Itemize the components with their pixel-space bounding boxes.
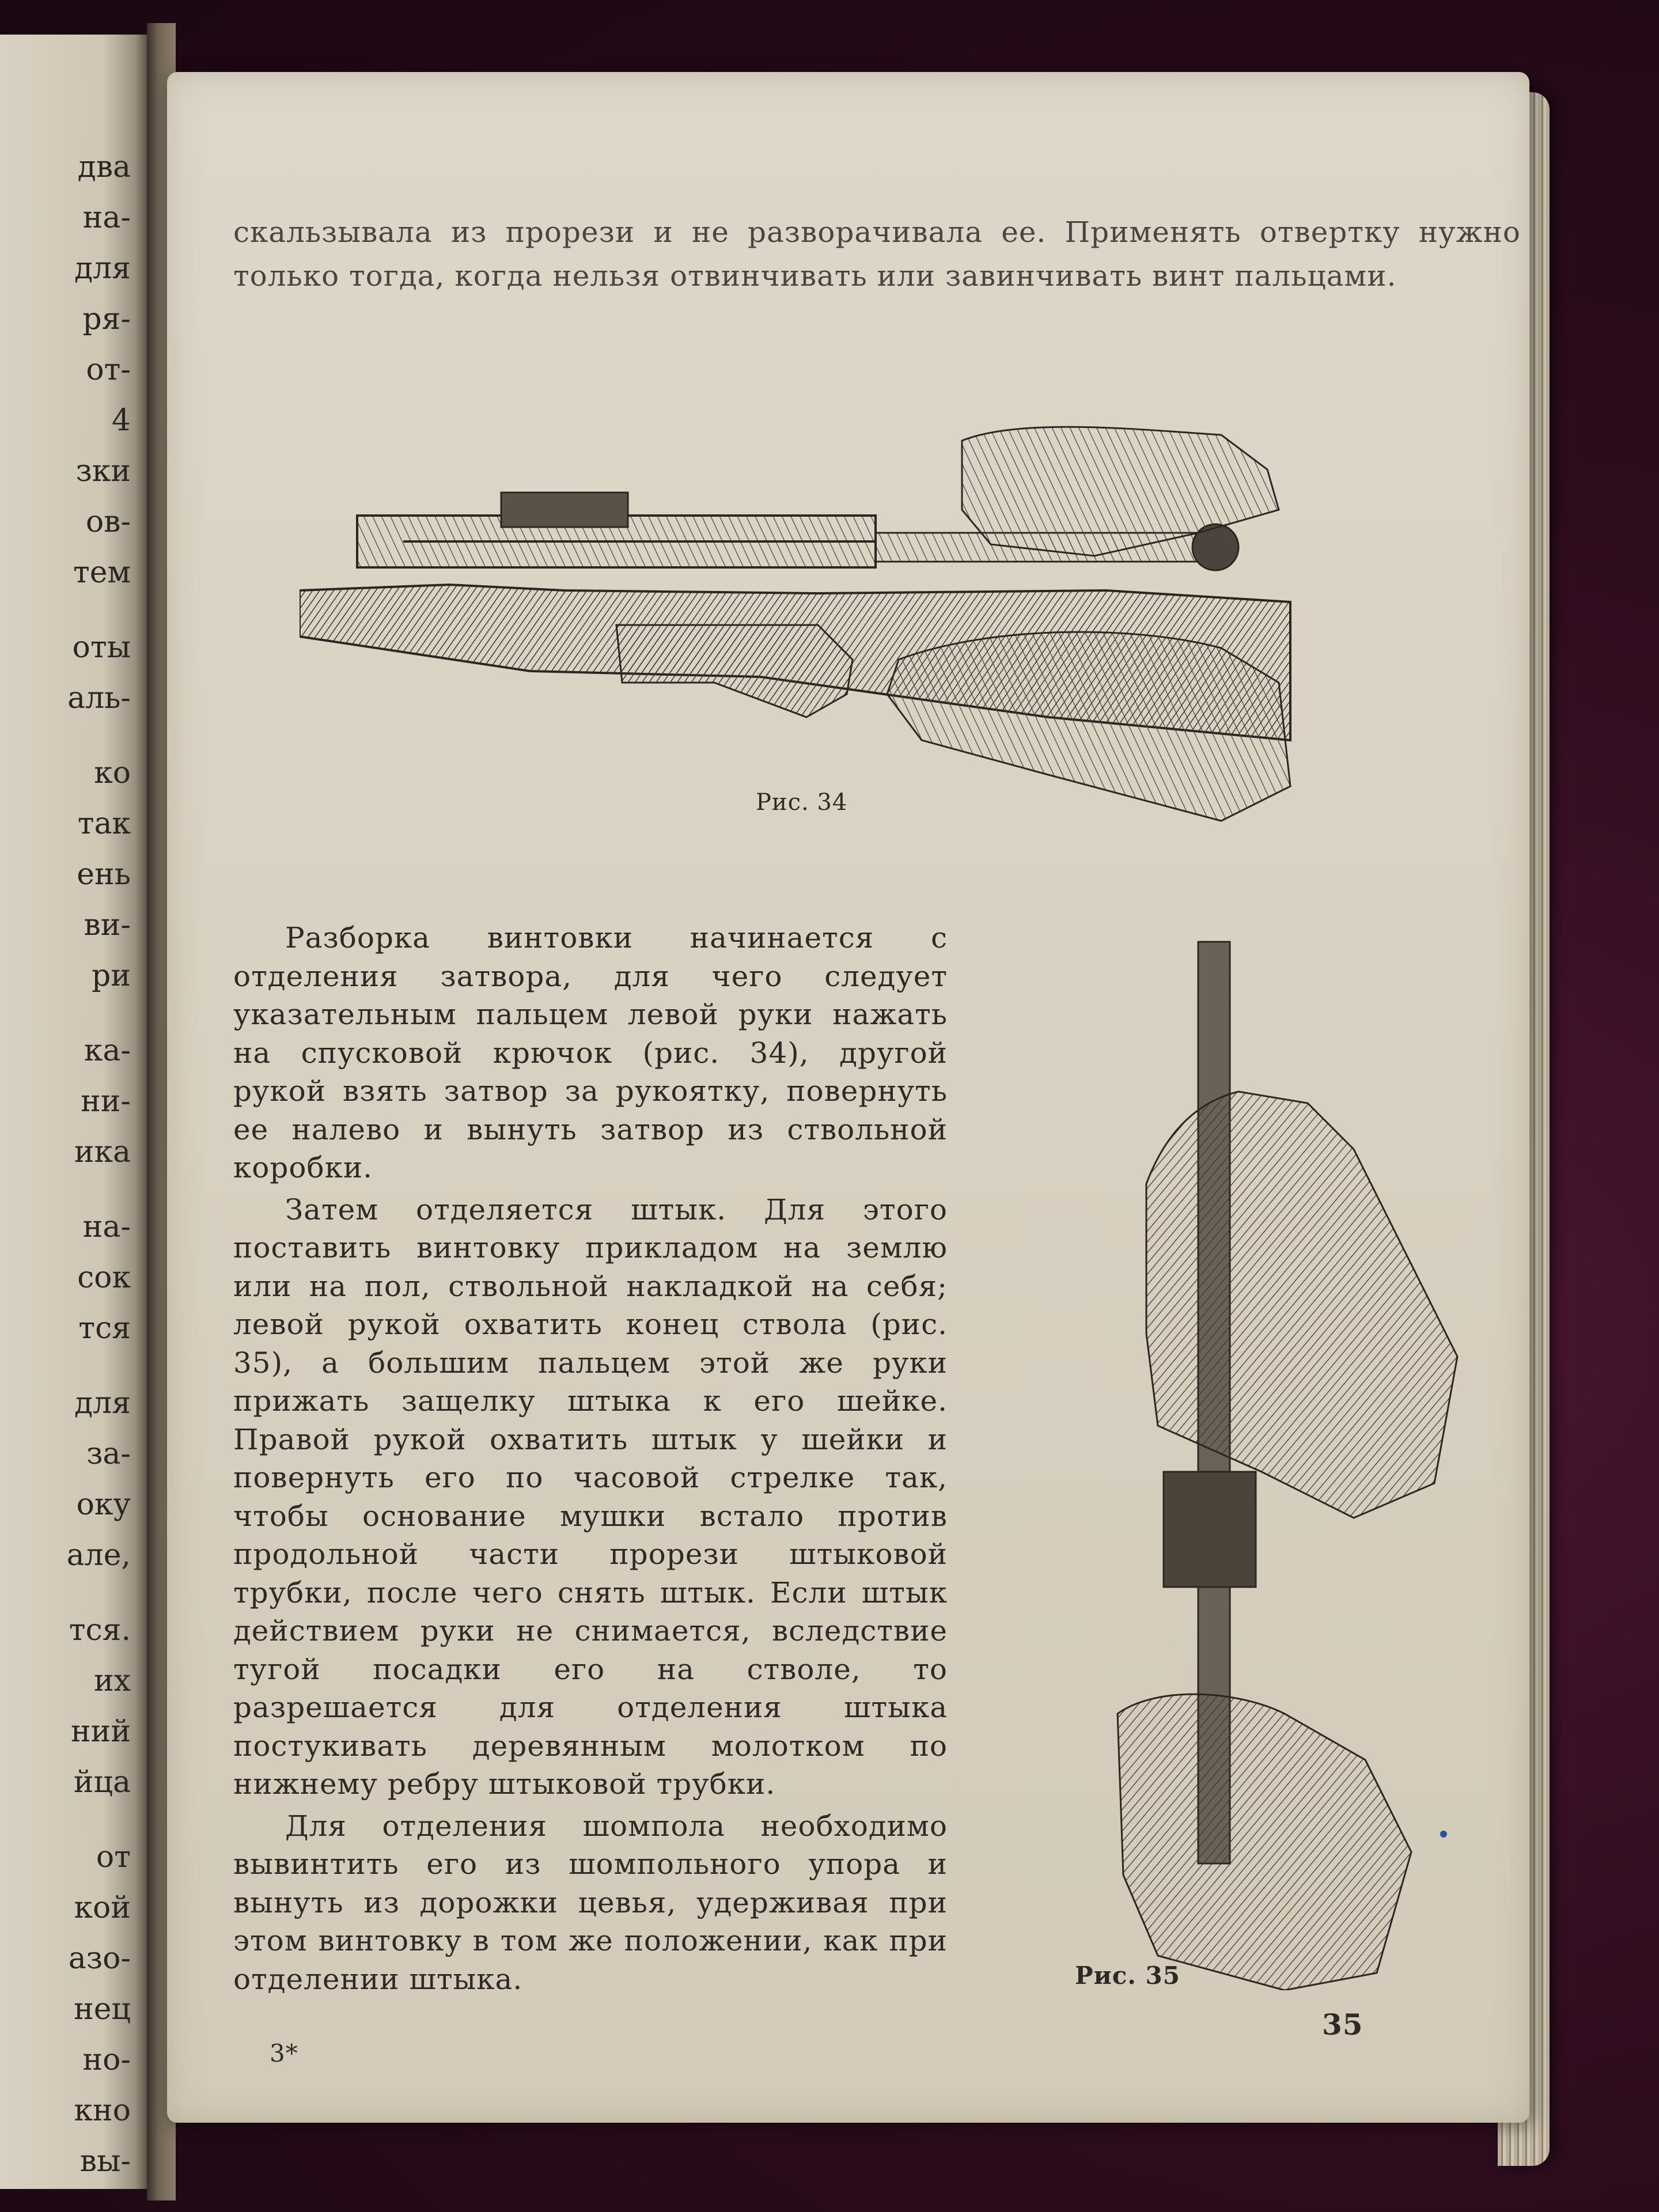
figure-34-rifle-bolt-illustration	[300, 418, 1429, 878]
previous-page	[0, 35, 147, 2189]
book-page	[167, 72, 1529, 2123]
left-page-fragment: их	[94, 1664, 131, 1698]
paragraph-bayonet-removal: Затем отделяется штык. Для этого поставить винтовку прикладом на землю или на пол, ствольной накладкой на себя; левой рукой охватить конец ствола (рис. 35), а большим пальцем этой же руки прижать защелку штыка к его шейке. Правой рукой охватить штык у шейки и повернуть его по часовой стрелке так, чтобы основание мушки встало против продольной части прорези штыковой трубки, после чего снять штык. Если штык действием руки не снимается, вследствие тугой посадки его на стволе, то разрешается для отделения штыка постукивать деревянным молотком по нижнему ребру штыковой трубки.	[233, 1192, 948, 1801]
left-page-fragment: сок	[77, 1260, 131, 1295]
left-page-fragment: ень	[77, 857, 131, 892]
left-page-fragment: для	[74, 251, 131, 286]
figure-34-caption: Рис. 34	[756, 789, 848, 816]
left-page-fragment: на-	[82, 1210, 131, 1244]
left-page-fragment: ка-	[84, 1033, 131, 1068]
left-page-fragment: ко	[94, 756, 131, 790]
page-number: 35	[1322, 2008, 1363, 2041]
left-page-fragment: от-	[86, 353, 131, 387]
left-page-fragment: нец	[74, 1992, 131, 2027]
left-page-fragment: вы-	[79, 2144, 131, 2179]
left-page-fragment: аль-	[67, 681, 131, 715]
left-page-fragment: ви-	[84, 908, 131, 942]
figure-35-bayonet-removal-illustration	[916, 861, 1492, 1990]
left-page-fragment: ни-	[81, 1084, 131, 1119]
left-page-fragment: зки	[75, 454, 131, 488]
left-page-fragment: оку	[76, 1487, 131, 1522]
signature-mark: 3*	[270, 2039, 298, 2067]
left-page-fragment: ри	[92, 959, 131, 993]
left-page-fragment: тся	[78, 1311, 131, 1346]
left-page-fragment: кно	[74, 2093, 131, 2128]
figure-35-caption: Рис. 35	[1075, 1961, 1180, 1990]
ink-spot	[1440, 1831, 1447, 1838]
left-page-fragment: так	[77, 806, 131, 841]
left-page-fragment: кой	[74, 1891, 131, 1925]
left-page-fragment: але,	[66, 1538, 131, 1573]
top-paragraph: скальзывала из прорези и не разворачивала ее. Применять отвертку нужно только тогда, когда нельзя отвинчивать или завинчивать винт пальцами.	[233, 215, 1521, 293]
body-text	[233, 919, 948, 2002]
left-page-fragment: но-	[82, 2043, 131, 2077]
left-page-fragment: ря-	[82, 302, 131, 336]
left-page-fragment: ика	[74, 1135, 131, 1169]
left-page-fragment: ов-	[85, 505, 131, 539]
left-page-fragment: два	[77, 150, 131, 184]
left-page-fragment: оты	[72, 630, 131, 665]
paragraph-bolt-removal: Разборка винтовки начинается с отделения затвора, для чего следует указательным пальцем левой руки нажать на спусковой крючок (рис. 34), другой рукой взять затвор за рукоятку, повернуть ее налево и вынуть затвор из ствольной коробки.	[233, 921, 948, 1184]
left-page-fragment: тем	[73, 555, 131, 590]
left-page-fragment: за-	[86, 1437, 131, 1471]
left-page-fragment: от	[96, 1840, 131, 1874]
left-page-fragment: ний	[71, 1714, 131, 1749]
left-page-fragment: для	[74, 1386, 131, 1421]
left-page-fragment: азо-	[68, 1941, 131, 1976]
left-page-fragment: 4	[111, 403, 131, 438]
left-page-fragment: йца	[73, 1765, 131, 1800]
left-page-fragment: тся.	[69, 1613, 131, 1647]
left-page-fragment: на-	[82, 200, 131, 235]
paragraph-cleaning-rod-removal: Для отделения шомпола необходимо вывинтить его из шомпольного упора и вынуть из дорожки цевья, удерживая при этом винтовку в том же положении, как при отделении штыка.	[233, 1809, 948, 1996]
